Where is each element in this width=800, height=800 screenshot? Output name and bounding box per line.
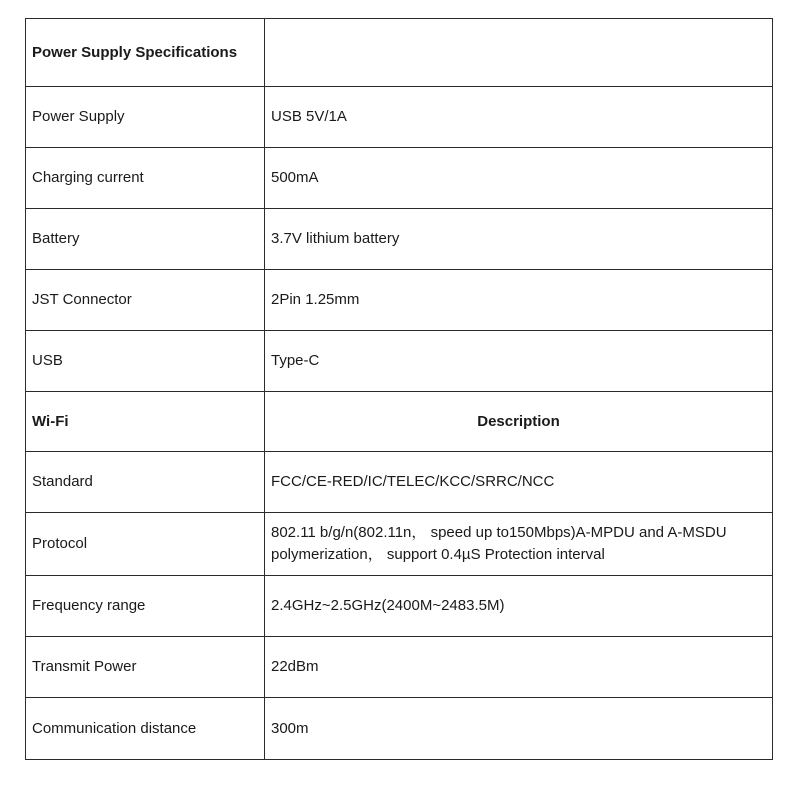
table-row [26, 87, 773, 148]
table-row [26, 148, 773, 209]
spec-label: Charging current [26, 148, 265, 209]
spec-label: Transmit Power [26, 637, 265, 698]
table-row [26, 331, 773, 392]
spec-value: 3.7V lithium battery [265, 209, 773, 270]
spec-value: 22dBm [265, 637, 773, 698]
table-row [26, 270, 773, 331]
spec-label: Frequency range [26, 576, 265, 637]
power-section-title-value [265, 19, 773, 87]
spec-value: 802.11 b/g/n(802.11n， speed up to150Mbps)A-MPDU and A-MSDU polymerization， support 0.4µS Protection interval [265, 513, 773, 576]
spec-value: 2Pin 1.25mm [265, 270, 773, 331]
spec-value: USB 5V/1A [265, 87, 773, 148]
power-section-header-row [26, 19, 773, 87]
spec-label: Battery [26, 209, 265, 270]
spec-value: FCC/CE-RED/IC/TELEC/KCC/SRRC/NCC [265, 452, 773, 513]
wifi-section-title: Wi-Fi [26, 392, 265, 452]
spec-label: Protocol [26, 513, 265, 576]
spec-value: 500mA [265, 148, 773, 209]
table-row [26, 637, 773, 698]
table-row [26, 452, 773, 513]
spec-label: Communication distance [26, 698, 265, 760]
table-row [26, 576, 773, 637]
spec-label: JST Connector [26, 270, 265, 331]
spec-label: USB [26, 331, 265, 392]
spec-label: Power Supply [26, 87, 265, 148]
table-row [26, 513, 773, 576]
spec-value: 2.4GHz~2.5GHz(2400M~2483.5M) [265, 576, 773, 637]
spec-table [25, 18, 773, 760]
spec-value: 300m [265, 698, 773, 760]
spec-value: Type-C [265, 331, 773, 392]
power-section-title: Power Supply Specifications [26, 19, 265, 87]
spec-label: Standard [26, 452, 265, 513]
table-row [26, 698, 773, 760]
wifi-section-header-row [26, 392, 773, 452]
description-header: Description [265, 392, 773, 452]
table-row [26, 209, 773, 270]
